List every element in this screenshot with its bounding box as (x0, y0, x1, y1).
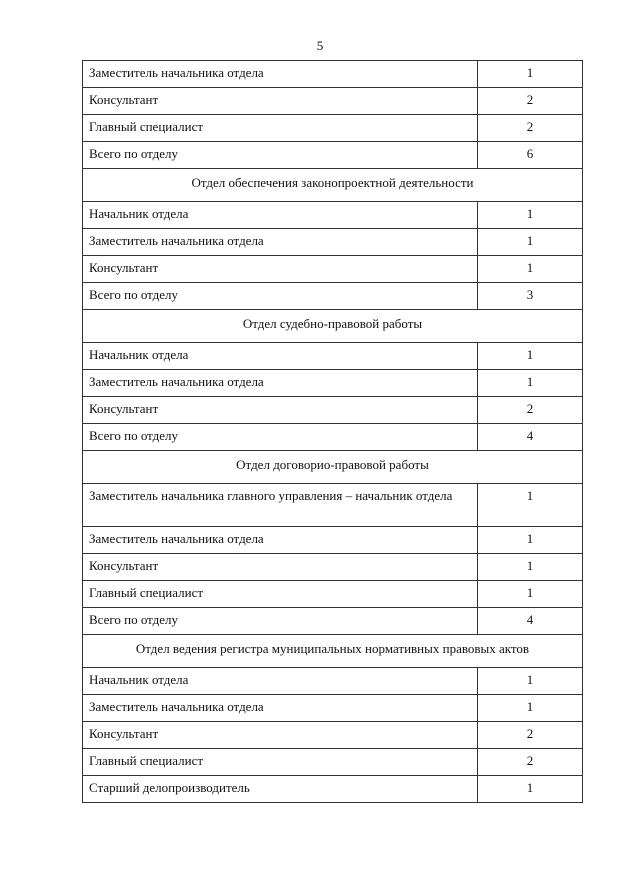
staff-count: 1 (478, 527, 583, 554)
staff-count: 1 (478, 484, 583, 527)
table-row (83, 61, 583, 88)
department-header-row (83, 451, 583, 484)
table-row (83, 581, 583, 608)
table-row (83, 397, 583, 424)
staff-count: 4 (478, 424, 583, 451)
table-row (83, 722, 583, 749)
table-row (83, 554, 583, 581)
department-header-row (83, 635, 583, 668)
table-row (83, 142, 583, 169)
position-title: Заместитель начальника отдела (83, 370, 478, 397)
staff-count: 1 (478, 370, 583, 397)
staff-count: 1 (478, 61, 583, 88)
department-header-row (83, 169, 583, 202)
department-name: Отдел судебно-правовой работы (83, 310, 583, 343)
position-title: Главный специалист (83, 749, 478, 776)
department-name: Отдел обеспечения законопроектной деятельности (83, 169, 583, 202)
staff-count: 1 (478, 668, 583, 695)
position-title: Заместитель начальника главного управления – начальник отдела (83, 484, 478, 527)
position-title: Начальник отдела (83, 668, 478, 695)
staff-count: 1 (478, 343, 583, 370)
staff-count: 2 (478, 722, 583, 749)
table-row (83, 776, 583, 803)
position-title: Консультант (83, 256, 478, 283)
staff-count: 4 (478, 608, 583, 635)
department-name: Отдел договорио-правовой работы (83, 451, 583, 484)
staff-count: 1 (478, 256, 583, 283)
staff-count: 2 (478, 397, 583, 424)
position-title: Консультант (83, 397, 478, 424)
table-row (83, 608, 583, 635)
table-row (83, 229, 583, 256)
position-title: Старший делопроизводитель (83, 776, 478, 803)
staff-count: 1 (478, 776, 583, 803)
table-row (83, 484, 583, 527)
staffing-table (82, 60, 583, 803)
table-row (83, 115, 583, 142)
staffing-table-body (83, 61, 583, 803)
position-title: Начальник отдела (83, 343, 478, 370)
position-title: Консультант (83, 88, 478, 115)
position-title: Всего по отделу (83, 424, 478, 451)
position-title: Консультант (83, 722, 478, 749)
staff-count: 2 (478, 88, 583, 115)
table-row (83, 668, 583, 695)
table-row (83, 370, 583, 397)
position-title: Заместитель начальника отдела (83, 695, 478, 722)
position-title: Всего по отделу (83, 283, 478, 310)
position-title: Главный специалист (83, 115, 478, 142)
position-title: Консультант (83, 554, 478, 581)
position-title: Всего по отделу (83, 142, 478, 169)
staff-count: 3 (478, 283, 583, 310)
position-title: Заместитель начальника отдела (83, 61, 478, 88)
department-header-row (83, 310, 583, 343)
page-number: 5 (316, 38, 324, 53)
staff-count: 2 (478, 749, 583, 776)
table-row (83, 527, 583, 554)
table-row (83, 202, 583, 229)
position-title: Всего по отделу (83, 608, 478, 635)
table-row (83, 256, 583, 283)
department-name: Отдел ведения регистра муниципальных нормативных правовых актов (83, 635, 583, 668)
table-row (83, 695, 583, 722)
position-title: Заместитель начальника отдела (83, 229, 478, 256)
staff-count: 1 (478, 229, 583, 256)
table-row (83, 343, 583, 370)
staff-count: 2 (478, 115, 583, 142)
staff-count: 1 (478, 554, 583, 581)
staff-count: 6 (478, 142, 583, 169)
position-title: Заместитель начальника отдела (83, 527, 478, 554)
table-row (83, 283, 583, 310)
staff-count: 1 (478, 202, 583, 229)
position-title: Главный специалист (83, 581, 478, 608)
table-row (83, 88, 583, 115)
position-title: Начальник отдела (83, 202, 478, 229)
table-row (83, 749, 583, 776)
staff-count: 1 (478, 695, 583, 722)
table-row (83, 424, 583, 451)
staff-count: 1 (478, 581, 583, 608)
